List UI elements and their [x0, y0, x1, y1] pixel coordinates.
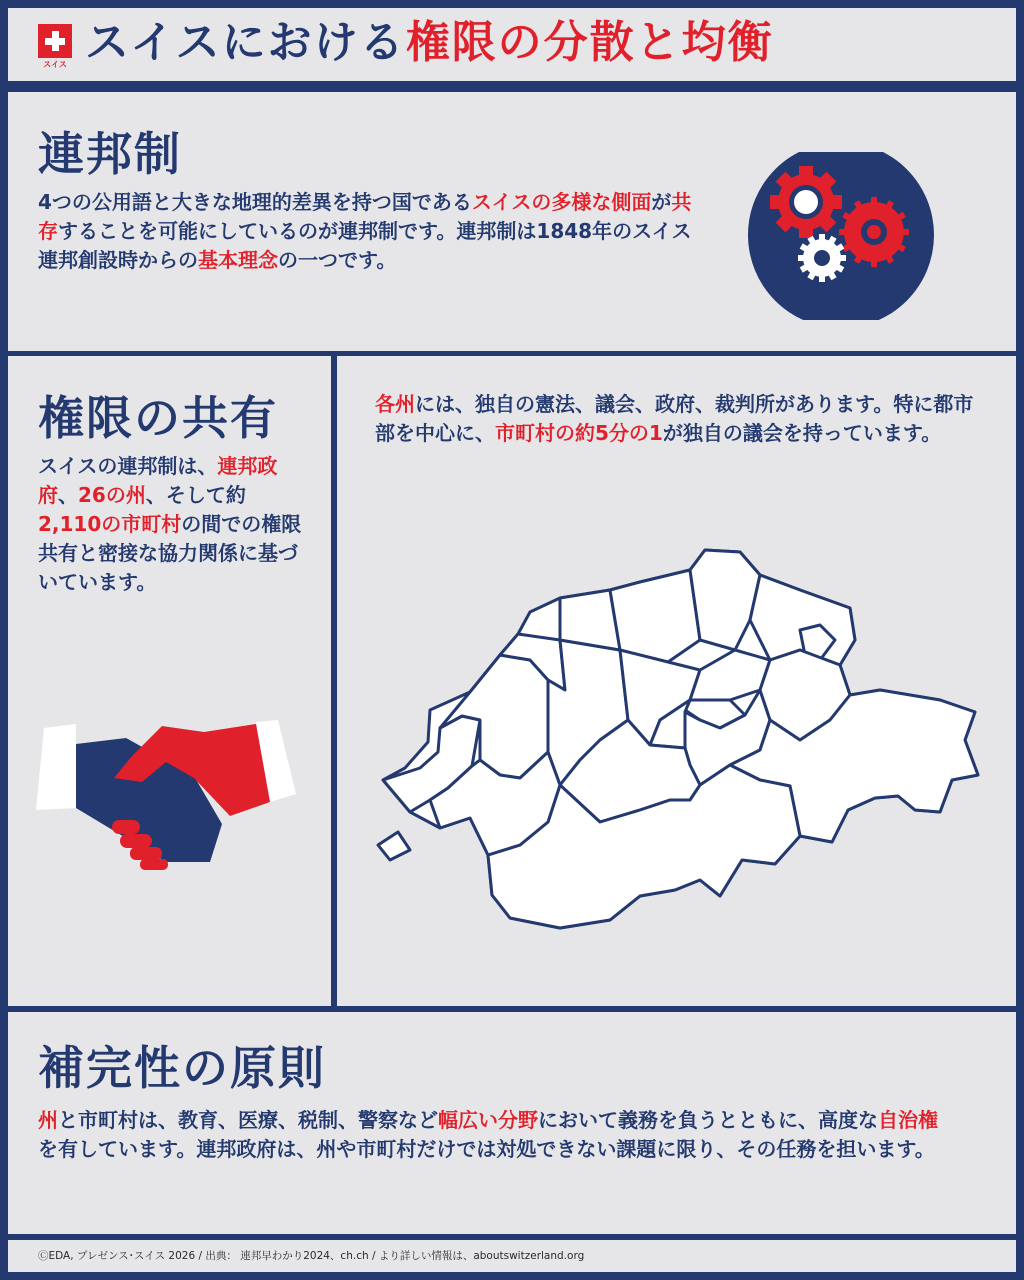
power-sharing-text-2: 連邦政府 — [38, 454, 278, 507]
cantons-panel — [337, 356, 1016, 1006]
power-sharing-heading: 権限の共有 — [38, 391, 278, 445]
federalism-text-6: 基本理念 — [198, 248, 278, 272]
federalism-heading: 連邦制 — [38, 127, 182, 181]
federalism-text-1: 4つの公用語と大きな地理的差異を持つ国である — [38, 190, 472, 214]
cantons-text-1: 各州 — [375, 392, 415, 416]
handshake-icon — [34, 716, 299, 871]
federalism-text-3: が — [651, 190, 672, 214]
subsidiarity-text-1: 州 — [38, 1108, 58, 1132]
federalism-text-7: の一つです。 — [278, 248, 397, 272]
federalism-text-5: することを可能にしているのが連邦制です。連邦制は1848年のスイス連邦創設時からの — [38, 219, 692, 272]
subsidiarity-text-4: において義務を負うとともに、高度な — [538, 1108, 878, 1132]
federalism-text-4: 共存 — [38, 190, 692, 243]
cantons-text-3: 市町村の約5分の1 — [495, 421, 663, 445]
title-part2: 権限の分散と均衡 — [405, 17, 774, 68]
power-sharing-text-1: スイスの連邦制は、 — [38, 454, 218, 478]
federalism-panel — [8, 92, 1016, 351]
cantons-text-4: が独自の議会を持っています。 — [662, 421, 942, 445]
subsidiarity-panel — [8, 1012, 1016, 1234]
page-title — [85, 12, 774, 74]
footer-text: ⒸEDA, プレゼンス･スイス 2026 / 出典： 連邦早わかり2024、ch.ch / より詳しい情報は、aboutswitzerland.org — [38, 1250, 585, 1262]
power-sharing-text-3: 、 — [58, 483, 78, 507]
subsidiarity-text-6: を有しています。連邦政府は、州や市町村だけでは対処できない課題に限り、その任務を担います。 — [38, 1137, 935, 1161]
power-sharing-text-6: 2,110の市町村 — [38, 512, 182, 536]
logo-label: スイス — [43, 60, 67, 69]
subsidiarity-text-5: 自治権 — [878, 1108, 938, 1132]
subsidiarity-text-3: 幅広い分野 — [438, 1108, 538, 1132]
title-part1: スイスにおける — [85, 17, 406, 68]
power-sharing-text-4: 26の州 — [78, 483, 146, 507]
power-sharing-text-7: の間での権限共有と密接な協力関係に基づいています。 — [38, 512, 302, 594]
power-sharing-text-5: 、そして約 — [145, 483, 246, 507]
federalism-text — [38, 188, 693, 275]
subsidiarity-text-2: と市町村は、教育、医療、税制、警察など — [58, 1108, 438, 1132]
power-sharing-panel — [8, 356, 331, 1006]
gears-icon — [746, 152, 938, 320]
cantons-text-2: には、独自の憲法、議会、政府、裁判所があります。特に都市部を中心に、 — [375, 392, 974, 445]
power-sharing-text — [38, 452, 302, 597]
subsidiarity-text — [38, 1106, 938, 1164]
swiss-flag-icon — [38, 24, 72, 58]
subsidiarity-heading: 補完性の原則 — [38, 1041, 326, 1095]
switzerland-map-icon — [337, 356, 1016, 1006]
federalism-text-2: スイスの多様な側面 — [471, 190, 652, 214]
